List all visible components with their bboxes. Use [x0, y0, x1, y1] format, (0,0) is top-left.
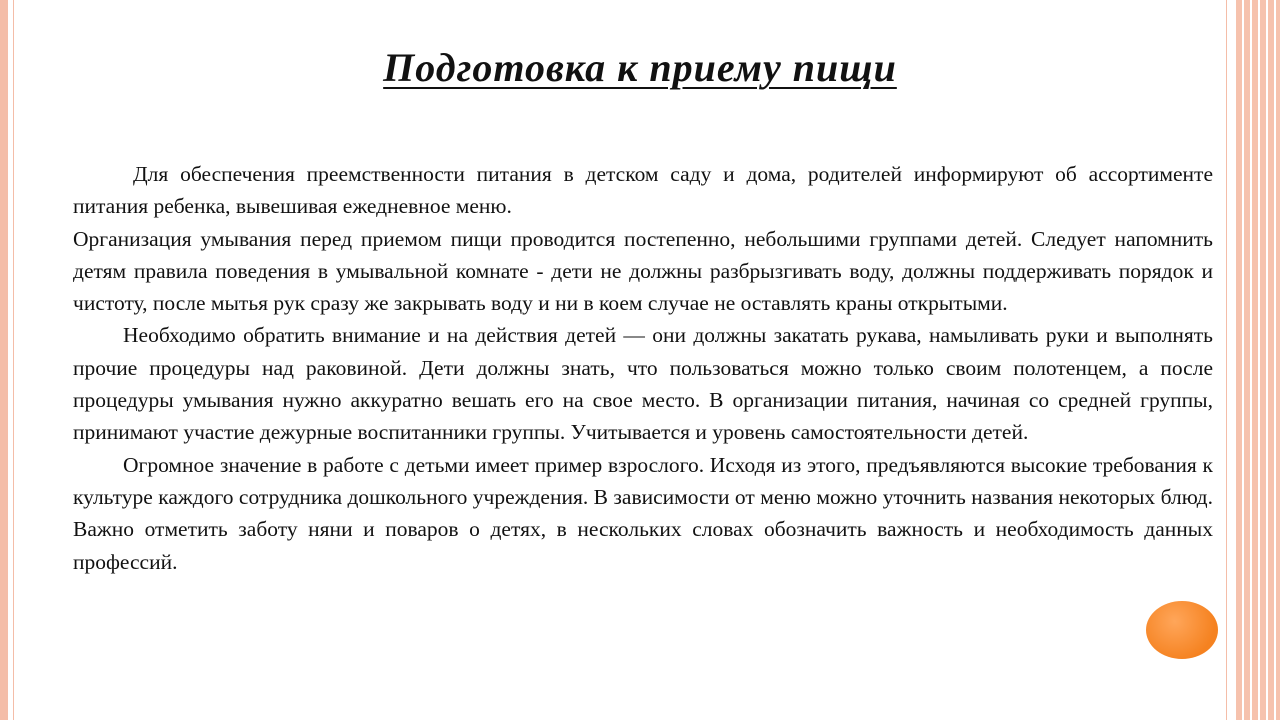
paragraph-3: Необходимо обратить внимание и на действия детей — они должны закатать рукава, намыливать руки и выполнять прочие процедуры над раковиной. Дети должны знать, что пользоваться можно только своим полотенцем, а после процедуры умывания нужно аккуратно вешать его на свое место. В организации питания, начиная со средней группы, принимают участие дежурные воспитанники группы. Учитывается и уровень самостоятельности детей. — [73, 323, 1213, 445]
paragraph-1: Для обеспечения преемственности питания в детском саду и дома, родителей информируют об ассортименте питания ребенка, вывешивая ежедневное меню. — [73, 162, 1213, 219]
right-frame-line — [1226, 0, 1227, 720]
left-frame-line — [13, 0, 14, 720]
paragraph-2: Организация умывания перед приемом пищи проводится постепенно, небольшими группами детей. Следует напомнить детям правила поведения в умывальной комнате - дети не должны разбрызгивать воду, должны поддерживать порядок и чистоту, после мытья рук сразу же закрывать воду и ни в коем случае не оставлять краны открытыми. — [73, 226, 1213, 316]
decorative-circle — [1146, 601, 1218, 659]
decorative-stripes — [1236, 0, 1280, 720]
paragraph-4: Огромное значение в работе с детьми имеет пример взрослого. Исходя из этого, предъявляются высокие требования к культуре каждого сотрудника дошкольного учреждения. В зависимости от меню можно уточнить названия некоторых блюд. Важно отметить заботу няни и поваров о детях, в нескольких словах обозначить важность и необходимость данных профессий. — [73, 452, 1213, 574]
slide-title: Подготовка к приему пищи — [383, 45, 897, 90]
left-frame-bar — [0, 0, 8, 720]
slide-body — [73, 158, 1213, 578]
